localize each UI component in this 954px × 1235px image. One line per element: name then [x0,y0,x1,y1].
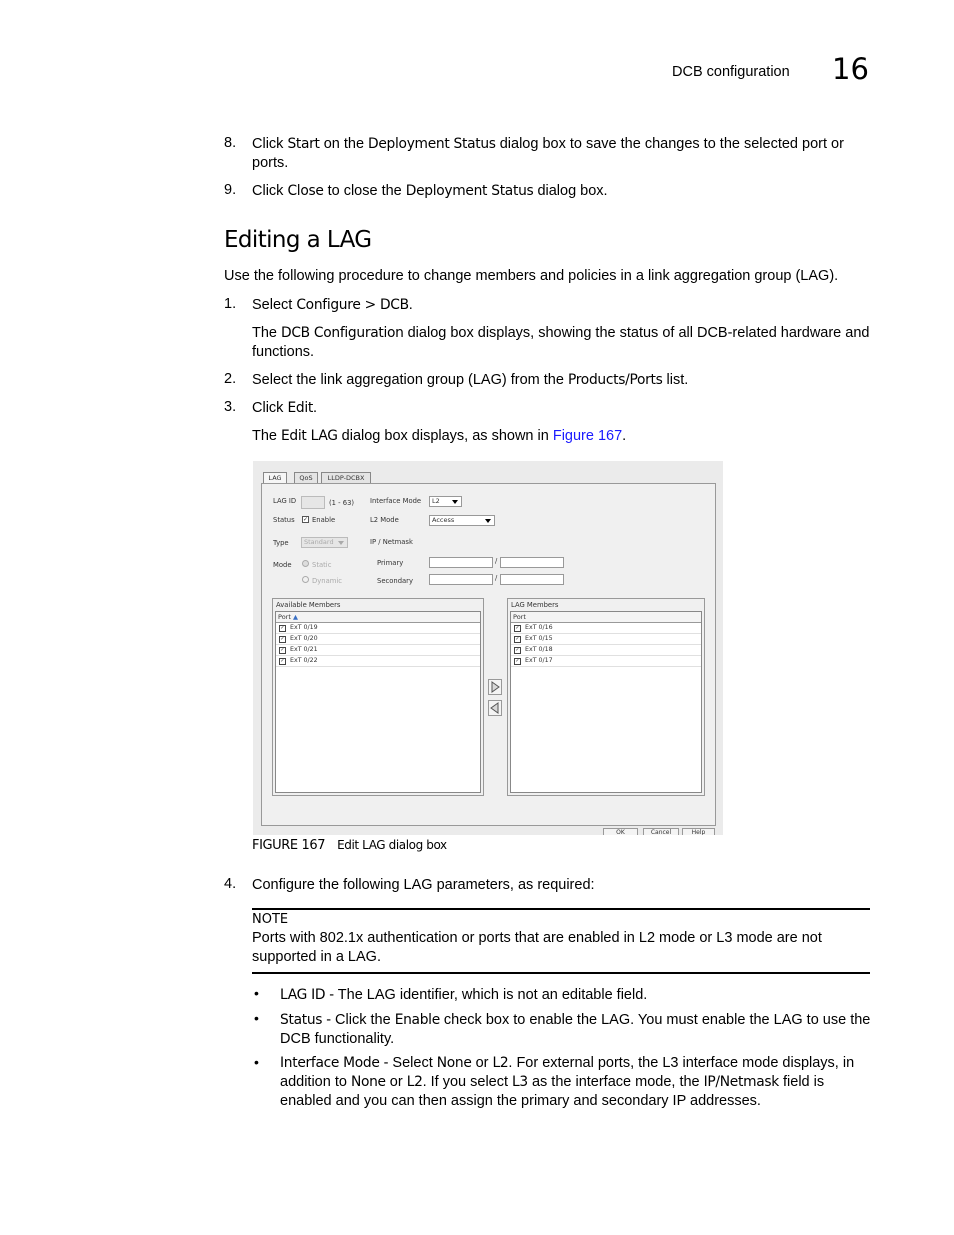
bullet-status: Status - Click the Enable check box to enable the LAG. You must enable the LAG to use the DCB functionality. [280,1012,871,1047]
help-button[interactable]: Help [682,828,715,835]
figure-link[interactable]: Figure 167 [552,428,623,444]
tab-qos[interactable]: QoS [294,472,318,484]
step-1-description: The DCB Configuration dialog box displays, showing the status of all DCB-related hardware and functions. [252,325,870,360]
step-number: 2. [224,371,237,387]
remove-from-lag-button[interactable] [488,700,502,716]
arrow-right-icon [489,680,501,694]
l2-mode-label: L2 Mode [370,516,399,524]
checkbox-icon: ✓ [515,658,520,664]
secondary-ip-input[interactable] [429,574,493,585]
interface-mode-label: Interface Mode [370,497,422,505]
bullet-icon: • [254,985,259,1001]
section-heading: Editing a LAG [224,227,372,253]
primary-label: Primary [377,559,404,567]
step-2-text: Select the link aggregation group (LAG) from the Products/Ports list. [252,372,689,388]
step-3-text: Click Edit. [252,400,318,416]
mode-static-radio [302,560,309,567]
list-item[interactable]: ✓ ExT 0/20 [276,634,480,645]
step-9-text: Click Close to close the Deployment Status dialog box. [252,183,608,199]
lag-id-label: LAG ID [273,497,297,505]
primary-ip-input[interactable] [429,557,493,568]
step-8-text: Click Start on the Deployment Status dialog box to save the changes to the selected port or ports. [252,136,844,171]
mode-static-label: Static [312,561,332,569]
list-item[interactable]: ✓ ExT 0/21 [276,645,480,656]
tab-lldp-dcbx[interactable]: LLDP-DCBX [321,472,371,484]
lag-members-group [507,598,705,796]
l2-mode-select[interactable]: Access [429,515,495,526]
lag-tab-panel [261,483,716,826]
secondary-netmask-input[interactable] [500,574,564,585]
step-number: 9. [224,182,237,198]
list-item[interactable]: ✓ ExT 0/17 [511,656,701,667]
bullet-icon: • [254,1010,259,1026]
enable-label: Enable [312,516,336,524]
checkbox-icon: ✓ [515,625,520,631]
edit-lag-dialog-figure [253,461,723,835]
available-members-list[interactable] [275,611,481,793]
ip-netmask-label: IP / Netmask [370,538,413,546]
intro-paragraph: Use the following procedure to change members and policies in a link aggregation group (LAG). [224,268,839,284]
checkbox-icon: ✓ [515,647,520,653]
lag-members-list[interactable] [510,611,702,793]
arrow-left-icon [489,701,501,715]
step-number: 3. [224,399,237,415]
secondary-label: Secondary [377,577,413,585]
step-1-text: Select Configure > DCB. [252,297,413,313]
list-item[interactable]: ✓ ExT 0/15 [511,634,701,645]
port-column-header[interactable]: Port ▲ [276,612,480,623]
checkbox-icon: ✓ [515,636,520,642]
step-number: 1. [224,296,237,312]
step-number: 4. [224,876,237,892]
tab-lag[interactable]: LAG [263,472,287,484]
sort-ascending-icon: ▲ [292,613,298,621]
primary-netmask-input[interactable] [500,557,564,568]
list-item[interactable]: ✓ ExT 0/16 [511,623,701,634]
lag-id-spinner [301,496,325,509]
checkbox-icon: ✓ [280,647,285,653]
note-bottom-rule [252,972,870,974]
mode-label: Mode [273,561,292,569]
bullet-lag-id: LAG ID - The LAG identifier, which is not an editable field. [280,987,648,1003]
note-body: Ports with 802.1x authentication or ports that are enabled in L2 mode or L3 mode are not supported in a LAG. [252,930,822,965]
cancel-button[interactable]: Cancel [643,828,679,835]
available-members-group [272,598,484,796]
add-to-lag-button[interactable] [488,679,502,695]
type-label: Type [273,539,289,547]
primary-slash: / [495,557,498,565]
checkbox-icon: ✓ [280,625,285,631]
status-label: Status [273,516,295,524]
lag-members-title: LAG Members [511,601,559,609]
available-members-title: Available Members [276,601,341,609]
bullet-interface-mode: Interface Mode - Select None or L2. For external ports, the L3 interface mode displays, in addition to None or L2. If you select L3 as the interface mode, the IP/Netmask field is enabled and you can then assign the primary and secondary IP addresses. [280,1055,855,1109]
chapter-number: 16 [832,52,869,86]
note-top-rule [252,908,870,910]
note-title: NOTE [252,912,289,927]
bullet-icon: • [254,1054,259,1070]
mode-dynamic-radio [302,576,309,583]
lag-id-range: (1 - 63) [329,499,355,507]
running-header-title: DCB configuration [672,64,790,80]
step-3-description: The Edit LAG dialog box displays, as shown in Figure 167. [252,428,627,444]
checkbox-icon: ✓ [280,636,285,642]
list-item[interactable]: ✓ ExT 0/19 [276,623,480,634]
mode-dynamic-label: Dynamic [312,577,342,585]
type-select: Standard [301,537,348,548]
interface-mode-select[interactable]: L2 [429,496,462,507]
list-item[interactable]: ✓ ExT 0/18 [511,645,701,656]
ok-button[interactable]: OK [603,828,638,835]
checkbox-icon: ✓ [280,658,285,664]
step-4-text: Configure the following LAG parameters, as required: [252,877,595,893]
list-item[interactable]: ✓ ExT 0/22 [276,656,480,667]
figure-caption: FIGURE 167 Edit LAG dialog box [252,838,447,853]
enable-checkbox[interactable]: ✓ [303,516,309,523]
step-number: 8. [224,135,237,151]
port-column-header[interactable]: Port [511,612,701,623]
secondary-slash: / [495,574,498,582]
